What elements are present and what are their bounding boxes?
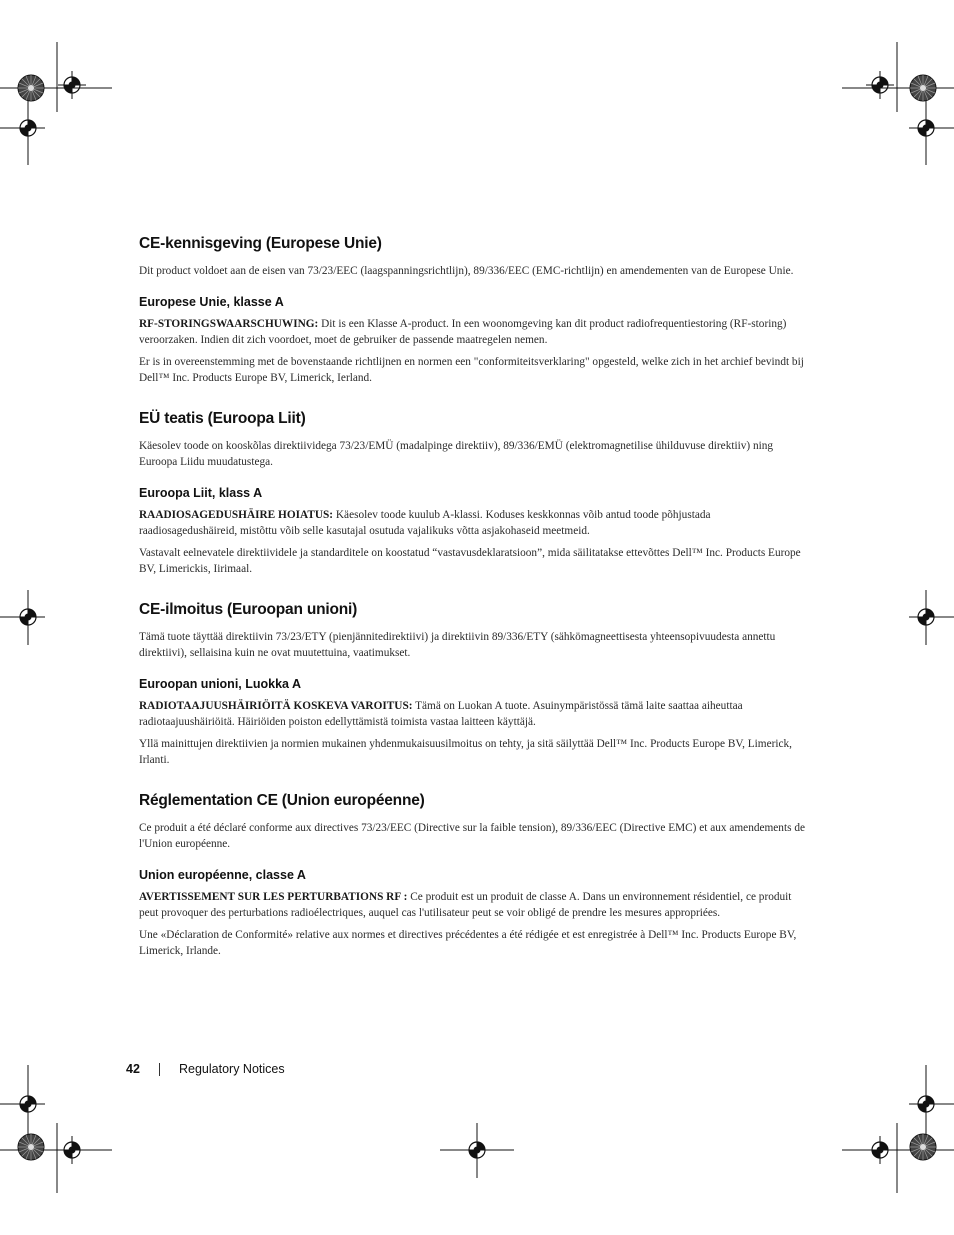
footer-title: Regulatory Notices [179, 1062, 285, 1076]
warning-text: Käesolev toode kuulub A-klassi. Koduses keskkonnas võib antud toode põhjustada raadiosagedushäireid, mistõttu võib selle kasutajal osutuda vajalikuks võtta asjakohaseid meetmeid. [139, 509, 711, 537]
page-content [139, 234, 811, 959]
warning-text: Tämä on Luokan A tuote. Asuinympäristössä tämä laite saattaa aiheuttaa radiotaajuushäiriöitä. Häiriöiden poiston edellyttämistä toimista vastaa laitteen käyttäjä. [139, 700, 743, 728]
page-number: 42 [126, 1062, 140, 1076]
section-subheading: Euroopan unioni, Luokka A [139, 677, 302, 691]
section-heading: EÜ teatis (Euroopa Liit) [139, 410, 306, 427]
warning-paragraph [139, 316, 811, 348]
warning-paragraph [139, 507, 811, 539]
declaration-text: Une «Déclaration de Conformité» relative aux normes et directives précédentes a été rédigée et est enregistrée à Dell™ Inc. Products Europe BV, Limerick, Irlande. [139, 929, 797, 957]
section-eu-teatis [139, 409, 811, 577]
section-ce-ilmoitus [139, 600, 811, 768]
warning-paragraph [139, 698, 811, 730]
section-heading: Réglementation CE (Union européenne) [139, 792, 425, 809]
section-intro: Tämä tuote täyttää direktiivin 73/23/ETY (pienjännitedirektiivi) ja direktiivin 89/336/ETY (sähkömagneettisesta yhteensopivuudesta annettu direktiivi), sellaisina kuin ne ovat muutettuina, vaatimukset. [139, 631, 776, 659]
page-footer [126, 1062, 285, 1076]
warning-label: AVERTISSEMENT SUR LES PERTURBATIONS RF : [139, 891, 408, 903]
declaration-text: Yllä mainittujen direktiivien ja normien mukainen yhdenmukaisuusilmoitus on tehty, ja sitä säilyttää Dell™ Inc. Products Europe BV, Limerick, Irlanti. [139, 738, 792, 766]
declaration-text: Vastavalt eelnevatele direktiividele ja standarditele on koostatud “vastavusdeklaratsioon”, mida säilitatakse ettevõttes Dell™ Inc. Products Europe BV, Limerickis, Iirimaal. [139, 547, 801, 575]
warning-label: RF-STORINGSWAARSCHUWING: [139, 318, 319, 330]
section-intro: Käesolev toode on kooskõlas direktiividega 73/23/EMÜ (madalpinge direktiiv), 89/336/EMÜ (elektromagnetilise ühilduvuse direktiiv) ning Euroopa Liidu muudatustega. [139, 440, 774, 468]
section-ce-kennisgeving [139, 234, 811, 386]
section-heading: CE-ilmoitus (Euroopan unioni) [139, 601, 358, 618]
warning-text: Dit is een Klasse A-product. In een woonomgeving kan dit product radiofrequentiestoring (RF-storing) veroorzaken. Indien dit zich voordoet, moet de gebruiker de passende maatregelen nemen. [139, 318, 787, 346]
section-subheading: Euroopa Liit, klass A [139, 486, 263, 500]
section-intro: Dit product voldoet aan de eisen van 73/23/EEC (laagspanningsrichtlijn), 89/336/EEC (EMC-richtlijn) en amendementen van de Europese Unie. [139, 265, 794, 277]
footer-divider [159, 1063, 160, 1076]
warning-label: RADIOTAAJUUSHÄIRIÖITÄ KOSKEVA VAROITUS: [139, 700, 413, 712]
section-subheading: Union européenne, classe A [139, 868, 306, 882]
warning-label: RAADIOSAGEDUSHÄIRE HOIATUS: [139, 509, 334, 521]
section-heading: CE-kennisgeving (Europese Unie) [139, 235, 382, 252]
section-subheading: Europese Unie, klasse A [139, 295, 284, 309]
declaration-text: Er is in overeenstemming met de bovenstaande richtlijnen en normen een "conformiteitsverklaring" opgesteld, welke zich in het archief bevindt bij Dell™ Inc. Products Europe BV, Limerick, Ierland. [139, 356, 804, 384]
warning-paragraph [139, 889, 811, 921]
warning-text: Ce produit est un produit de classe A. Dans un environnement résidentiel, ce produit peut provoquer des perturbations radioélectriques, auquel cas l'utilisateur peut se voir obligé de prendre les mesures appropriées. [139, 891, 792, 919]
section-intro: Ce produit a été déclaré conforme aux directives 73/23/EEC (Directive sur la faible tension), 89/336/EEC (Directive EMC) et aux amendements de l'Union européenne. [139, 822, 805, 850]
section-reglementation-ce [139, 791, 811, 959]
